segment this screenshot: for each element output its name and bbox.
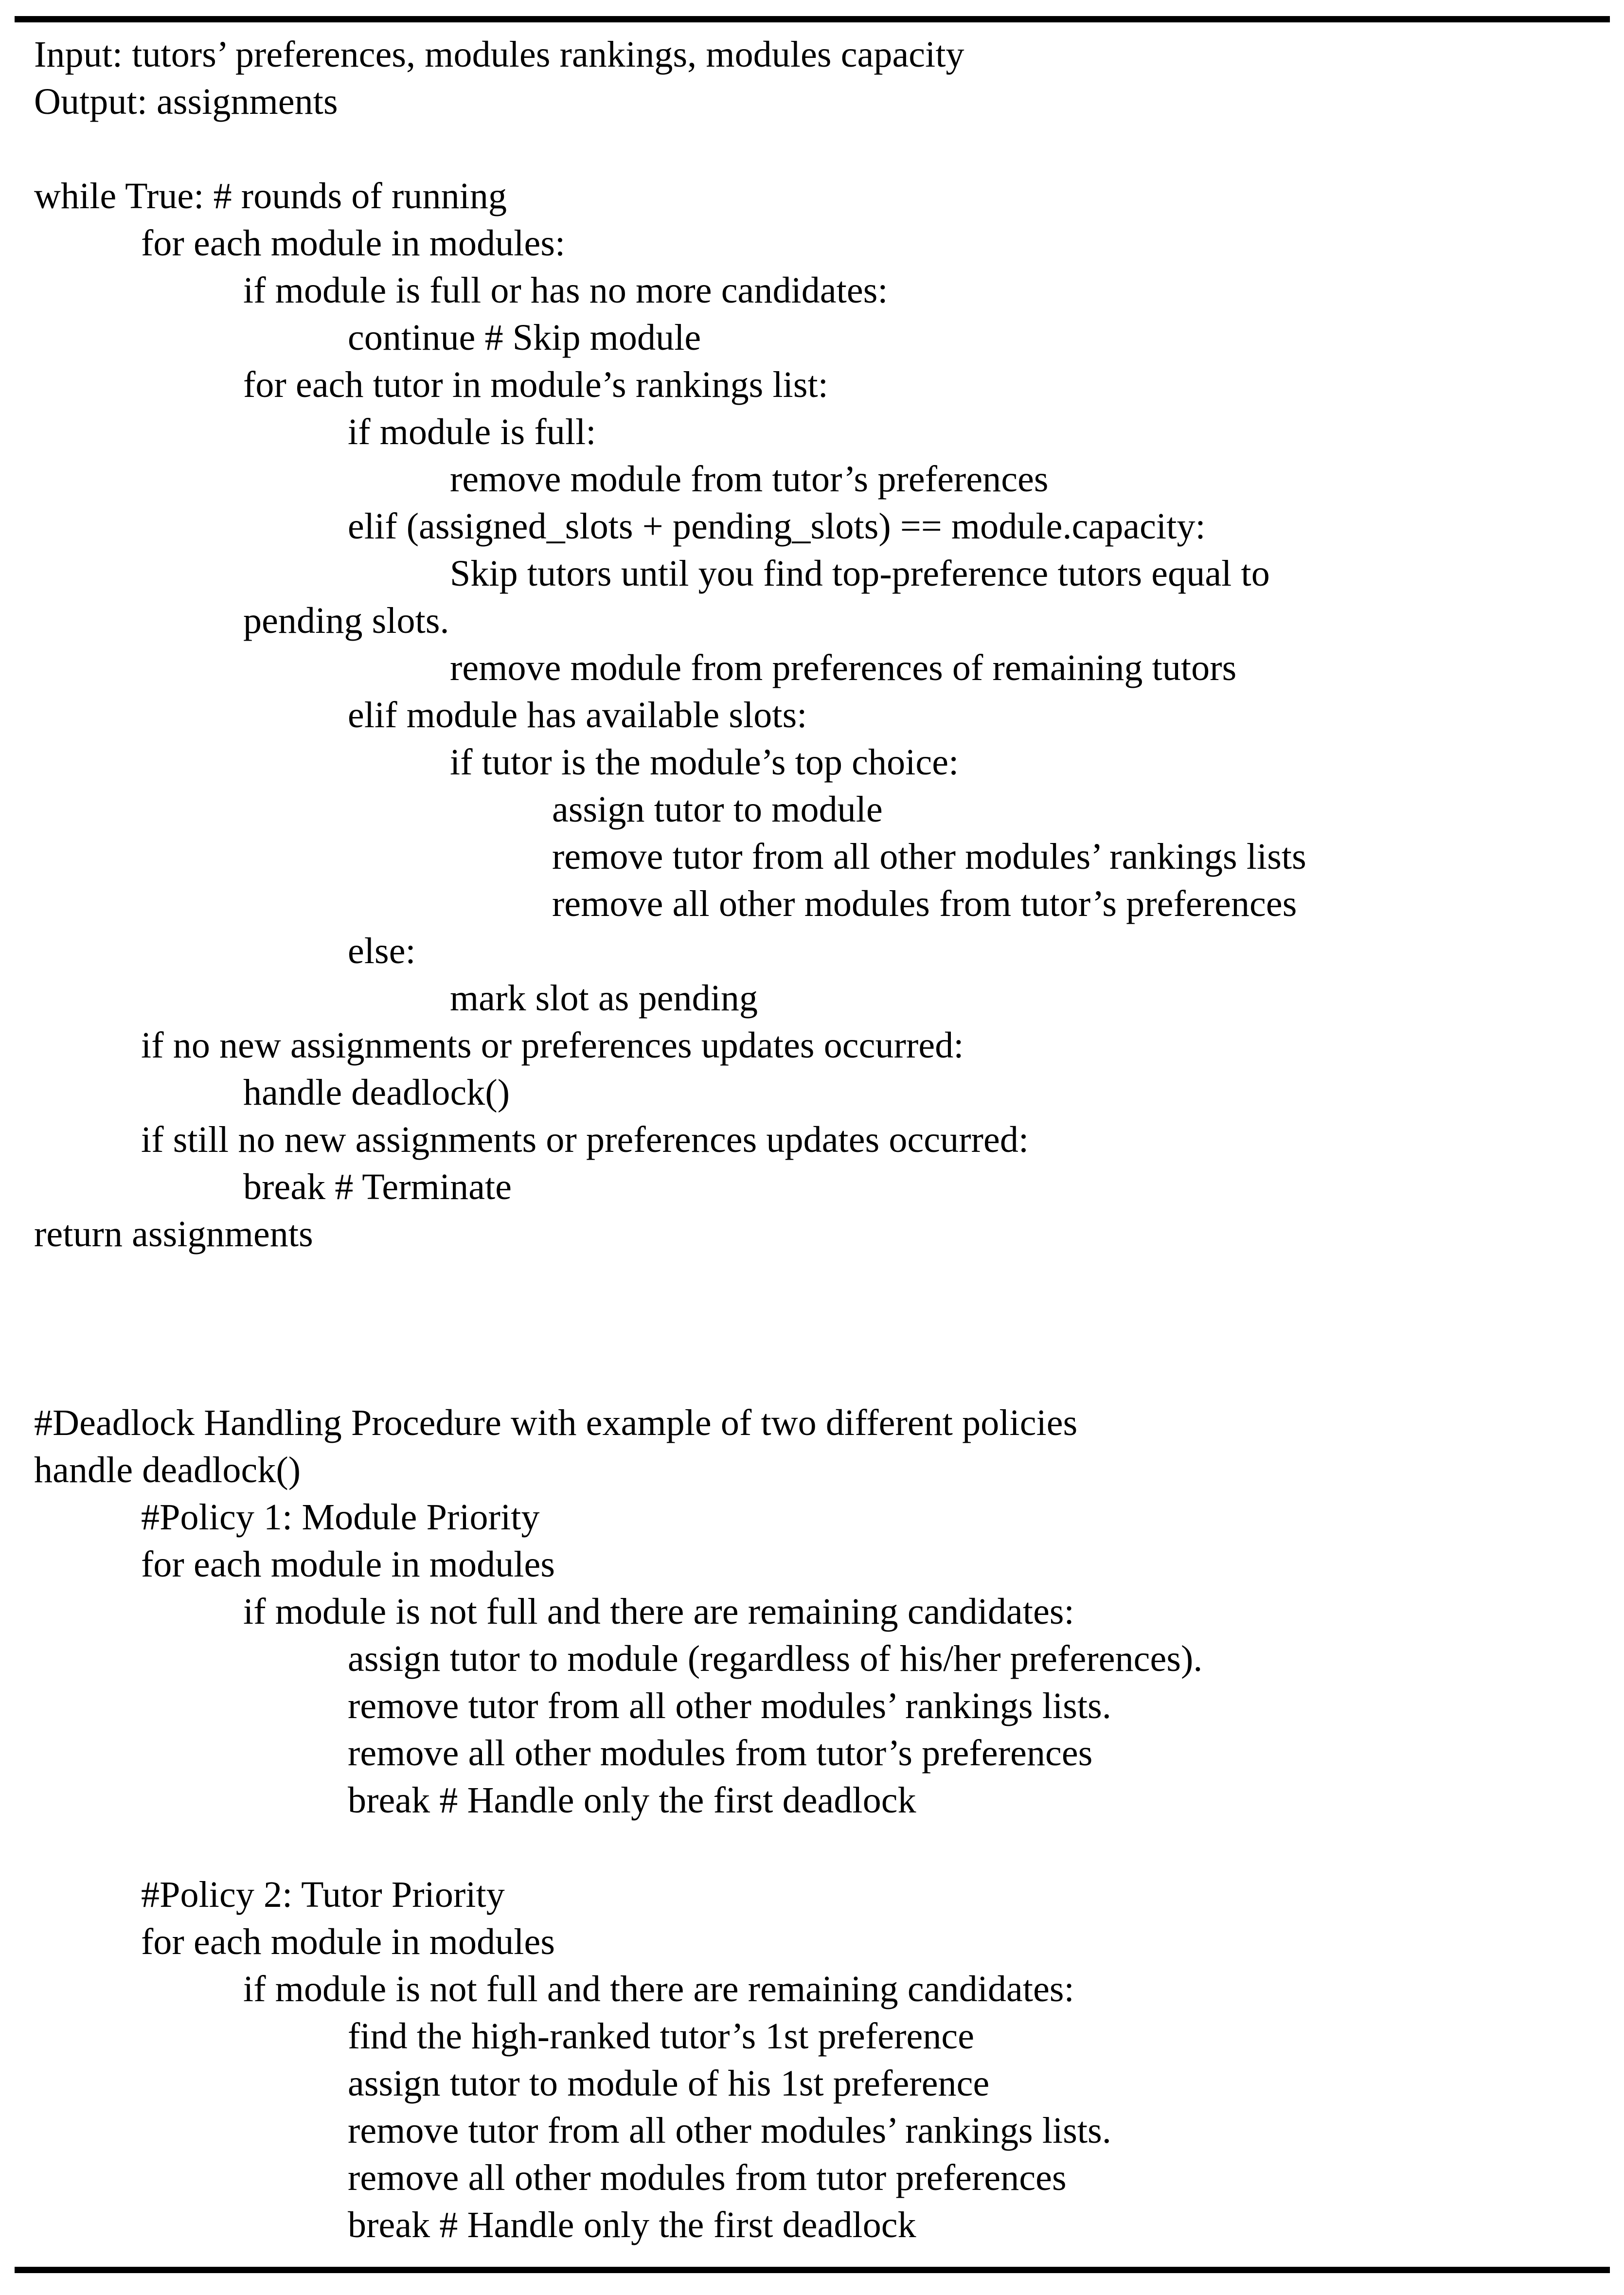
code-line: if tutor is the module’s top choice:: [450, 742, 959, 783]
code-line: remove tutor from all other modules’ rankings lists.: [348, 1685, 1111, 1726]
code-line: assign tutor to module (regardless of his/her preferences).: [348, 1638, 1203, 1679]
pseudocode-listing: [0, 31, 1624, 2249]
code-line: else:: [348, 931, 416, 971]
code-line-blank: [0, 1258, 1624, 1305]
code-line: if module is full:: [348, 412, 596, 452]
code-line: elif (assigned_slots + pending_slots) == module.capacity:: [348, 506, 1206, 547]
code-line: remove tutor from all other modules’ rankings lists: [552, 836, 1306, 877]
code-line: handle deadlock(): [34, 1450, 301, 1490]
code-line: break # Handle only the first deadlock: [348, 2205, 916, 2245]
code-line: break # Terminate: [243, 1166, 512, 1207]
code-line: remove all other modules from tutor preferences: [348, 2157, 1067, 2198]
code-line: remove tutor from all other modules’ rankings lists.: [348, 2110, 1111, 2151]
code-line: remove module from tutor’s preferences: [450, 459, 1049, 500]
code-line: #Deadlock Handling Procedure with example of two different policies: [34, 1402, 1078, 1443]
code-line: if module is not full and there are remaining candidates:: [243, 1591, 1074, 1632]
code-line: Output: assignments: [34, 81, 338, 122]
code-line: remove all other modules from tutor’s preferences: [348, 1733, 1093, 1774]
code-line: for each tutor in module’s rankings list:: [243, 364, 828, 405]
code-line: if still no new assignments or preferences updates occurred:: [141, 1119, 1029, 1160]
code-line: #Policy 1: Module Priority: [141, 1497, 540, 1538]
code-line: for each module in modules: [141, 1544, 555, 1585]
code-line-blank: [0, 1824, 1624, 1871]
code-line-blank: [0, 1352, 1624, 1399]
horizontal-rule-bottom: [15, 2267, 1610, 2273]
code-line: remove all other modules from tutor’s preferences: [552, 883, 1297, 924]
code-line: Input: tutors’ preferences, modules rankings, modules capacity: [34, 34, 964, 75]
code-line: for each module in modules:: [141, 223, 566, 264]
code-line: assign tutor to module: [552, 789, 883, 830]
code-line-blank: [0, 126, 1624, 173]
code-line: continue # Skip module: [348, 317, 701, 358]
code-line: handle deadlock(): [243, 1072, 510, 1113]
code-line: remove module from preferences of remaining tutors: [450, 647, 1237, 688]
code-line: if module is not full and there are remaining candidates:: [243, 1969, 1074, 2009]
code-line: while True: # rounds of running: [34, 176, 507, 216]
code-line: elif module has available slots:: [348, 695, 807, 735]
code-line: if module is full or has no more candidates:: [243, 270, 888, 311]
horizontal-rule-top: [15, 16, 1610, 22]
code-line: for each module in modules: [141, 1921, 555, 1962]
code-line: #Policy 2: Tutor Priority: [141, 1874, 505, 1915]
code-line: assign tutor to module of his 1st preference: [348, 2063, 990, 2104]
code-line: Skip tutors until you find top-preference tutors equal to: [450, 553, 1270, 594]
code-line: pending slots.: [243, 600, 449, 641]
code-line: if no new assignments or preferences updates occurred:: [141, 1025, 964, 1066]
code-line: return assignments: [34, 1214, 313, 1255]
code-line: break # Handle only the first deadlock: [348, 1780, 916, 1821]
code-line: mark slot as pending: [450, 978, 758, 1019]
code-line-blank: [0, 1305, 1624, 1352]
code-line: find the high-ranked tutor’s 1st preference: [348, 2016, 975, 2057]
